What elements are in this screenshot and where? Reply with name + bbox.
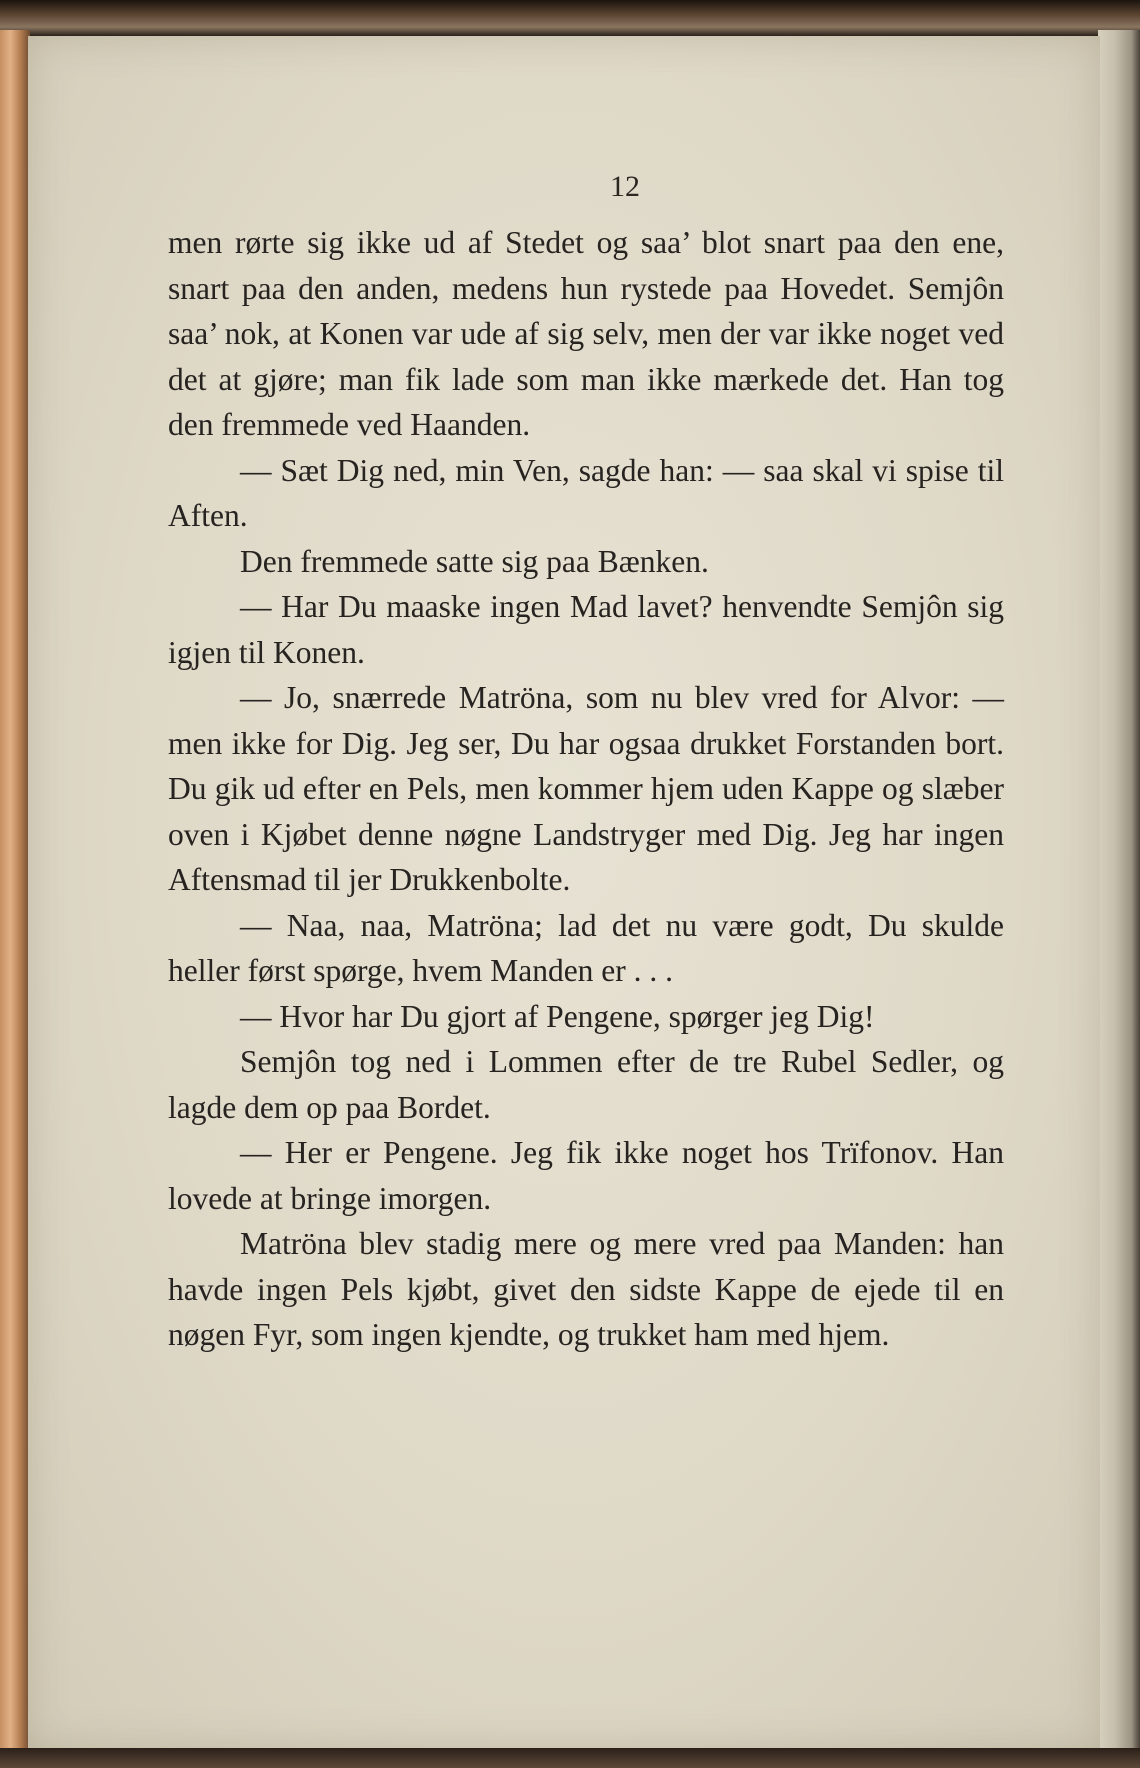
paragraph: — Her er Pengene. Jeg fik ikke noget hos Trïfonov. Han lovede at bringe imorgen. [168,1135,1004,1216]
paragraph: Semjôn tog ned i Lommen efter de tre Rubel Sedler, og lagde dem op paa Bordet. [168,1044,1004,1125]
paragraph: — Har Du maaske ingen Mad lavet? henvendte Semjôn sig igjen til Konen. [168,589,1004,670]
paragraph: — Jo, snærrede Matröna, som nu blev vred for Alvor: — men ikke for Dig. Jeg ser, Du har ogsaa drukket Forstanden bort. Du gik ud efter en Pels, men kommer hjem uden Kappe og slæber oven i Kjøbet denne nøgne Landstryger med Dig. Jeg har ingen Aftensmad til jer Drukkenbolte. [168,680,1004,897]
book-top-edge [0,0,1140,36]
page-edge-shadow [1098,30,1140,1768]
paragraph: Den fremmede satte sig paa Bænken. [240,543,709,579]
page-number: 12 [610,170,640,203]
paragraph: — Hvor har Du gjort af Pengene, spørger jeg Dig! [240,998,875,1034]
paragraph: — Naa, naa, Matröna; lad det nu være godt, Du skulde heller først spørge, hvem Manden er . . . [168,907,1004,988]
paragraph: men rørte sig ikke ud af Stedet og saa’ blot snart paa den ene, snart paa den anden, medens hun rystede paa Hovedet. Semjôn saa’ nok, at Konen var ude af sig selv, men der var ikke noget ved det at gjøre; man fik lade som man ikke mærkede det. Han tog den fremmede ved Haanden. [168,225,1004,442]
paragraph: — Sæt Dig ned, min Ven, sagde han: — saa skal vi spise til Aften. [168,452,1004,533]
book-binding [0,30,30,1768]
paragraph: Matröna blev stadig mere og mere vred paa Manden: han havde ingen Pels kjøbt, givet den sidste Kappe de ejede til en nøgen Fyr, som ingen kjendte, og trukket ham med hjem. [168,1226,1004,1352]
body-text [168,220,1004,1358]
book-bottom-edge [0,1748,1140,1768]
